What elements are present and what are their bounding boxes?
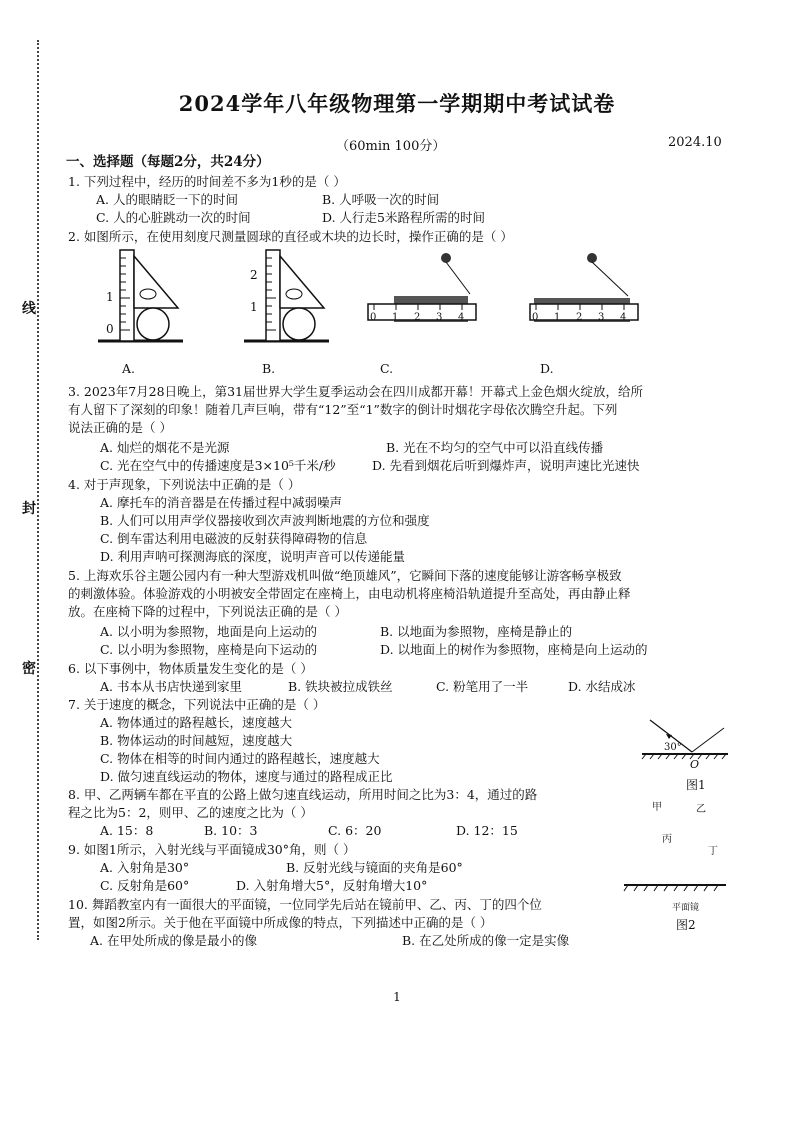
figure-2-caption: 图2 [676,918,696,932]
q8-stem-line2: 程之比为5：2，则甲、乙的速度之比为（ ） [68,805,313,820]
margin-char-xian: 线 [22,301,36,317]
q2-figure-d-num-1: 1 [554,312,561,323]
figure-2-position-jia: 甲 [652,802,662,813]
q6-option-c: C. 粉笔用了一半 [436,679,529,694]
q6-option-b: B. 铁块被拉成铁丝 [288,679,393,694]
q9-stem: 9. 如图1所示，入射光线与平面镜成30°角，则（ ） [68,842,356,857]
q3-stem-line3: 说法正确的是（ ） [68,420,172,435]
q4-option-c: C. 倒车雷达利用电磁波的反射获得障碍物的信息 [100,531,368,546]
q8-option-d: D. 12：15 [456,823,518,838]
page-number: 1 [393,990,401,1004]
q2-label-b: B. [262,361,276,376]
figure-2-position-bing: 丙 [662,834,672,845]
q5-stem-line2: 的刺激体验。体验游戏的小明被安全带固定在座椅上，由电动机将座椅沿轨道提升至高处，再由静止释 [68,586,631,601]
q10-option-a: A. 在甲处所成的像是最小的像 [90,933,257,948]
q6-option-a: A. 书本从书店快递到家里 [100,679,242,694]
figure-1-angle-label: 30° [664,742,682,753]
exam-duration-score: （60min 100分） [336,139,446,154]
q4-option-d: D. 利用声呐可探测海底的深度，说明声音可以传递能量 [100,549,406,564]
q9-option-d: D. 入射角增大5°，反射角增大10° [236,878,428,893]
q7-option-b: B. 物体运动的时间越短，速度越大 [100,733,293,748]
q1-option-d: D. 人行走5米路程所需的时间 [322,210,485,225]
q1-stem: 1. 下列过程中，经历的时间差不多为1秒的是（ ） [68,174,346,189]
q1-option-c: C. 人的心脏跳动一次的时间 [96,210,251,225]
q2-figure-c-num-0: 0 [370,312,377,323]
q6-option-d: D. 水结成冰 [568,679,636,694]
q2-figure-d-num-2: 2 [576,312,583,323]
q5-stem-line1: 5. 上海欢乐谷主题公园内有一种大型游戏机叫做“绝顶雄风”，它瞬间下落的速度能够让游客畅享极致 [68,568,622,583]
binding-dotted-line [37,40,39,940]
q7-option-a: A. 物体通过的路程越长，速度越大 [100,715,292,730]
q2-figure-d-num-3: 3 [598,312,605,323]
q7-option-c: C. 物体在相等的时间内通过的路程越长，速度越大 [100,751,380,766]
margin-char-feng: 封 [22,501,36,517]
q3-stem-line1: 3. 2023年7月28日晚上，第31届世界大学生夏季运动会在四川成都开幕！开幕式上金色烟火绽放，给所 [68,384,643,399]
figure-2-position-yi: 乙 [696,804,706,815]
q2-figure-c-num-3: 3 [436,312,443,323]
q2-figure-b-mark-2: 2 [250,268,258,282]
q10-option-b: B. 在乙处所成的像一定是实像 [402,933,570,948]
q10-stem-line2: 置，如图2所示。关于他在平面镜中所成像的特点，下列描述中正确的是（ ） [68,915,493,930]
q8-option-a: A. 15：8 [100,823,154,838]
page-title: 2024学年八年级物理第一学期期中考试试卷 [178,91,616,116]
figure-2-position-ding: 丁 [708,846,718,857]
q2-label-c: C. [380,361,394,376]
q2-figure-a-mark-1: 1 [106,290,114,304]
q7-stem: 7. 关于速度的概念，下列说法中正确的是（ ） [68,697,326,712]
q5-option-b: B. 以地面为参照物，座椅是静止的 [380,624,573,639]
q7-option-d: D. 做匀速直线运动的物体，速度与通过的路程成正比 [100,769,393,784]
q10-stem-line1: 10. 舞蹈教室内有一面很大的平面镜，一位同学先后站在镜前甲、乙、丙、丁的四个位 [68,897,542,912]
q2-figure-b [244,248,334,348]
q2-figure-c-num-4: 4 [458,312,465,323]
q2-figure-b-mark-1: 1 [250,300,258,314]
q2-label-d: D. [540,361,554,376]
q5-option-c: C. 以小明为参照物，座椅是向下运动的 [100,642,318,657]
q2-label-a: A. [122,361,136,376]
figure-1-point-o: O [690,758,700,771]
q3-option-c: C. 光在空气中的传播速度是3×10⁵千米/秒 [100,458,336,473]
q9-option-b: B. 反射光线与镜面的夹角是60° [286,860,463,875]
q6-stem: 6. 以下事例中，物体质量发生变化的是（ ） [68,661,313,676]
q8-stem-line1: 8. 甲、乙两辆车都在平直的公路上做匀速直线运动，所用时间之比为3：4，通过的路 [68,787,538,802]
q2-figure-d-num-4: 4 [620,312,627,323]
section-heading: 一、选择题（每题2分，共24分） [66,154,270,170]
q2-stem: 2. 如图所示，在使用刻度尺测量圆球的直径或木块的边长时，操作正确的是（ ） [68,229,513,244]
q1-option-b: B. 人呼吸一次的时间 [322,192,440,207]
q5-option-a: A. 以小明为参照物，地面是向上运动的 [100,624,317,639]
q5-stem-line3: 放。在座椅下降的过程中，下列说法正确的是（ ） [68,604,347,619]
figure-2-mirror [620,882,730,894]
q2-figure-a-mark-0: 0 [106,322,114,336]
q4-stem: 4. 对于声现象，下列说法中正确的是（ ） [68,477,301,492]
q8-option-b: B. 10：3 [204,823,258,838]
q3-option-b: B. 光在不均匀的空气中可以沿直线传播 [386,440,604,455]
q2-figure-d-num-0: 0 [532,312,539,323]
figure-1-mirror-diagram [640,718,730,758]
q9-option-a: A. 入射角是30° [100,860,190,875]
figure-2-mirror-label: 平面镜 [672,903,700,913]
q3-option-a: A. 灿烂的烟花不是光源 [100,440,230,455]
q8-option-c: C. 6：20 [328,823,382,838]
q5-option-d: D. 以地面上的树作为参照物，座椅是向上运动的 [380,642,648,657]
q2-figure-c-num-2: 2 [414,312,421,323]
q4-option-a: A. 摩托车的消音器是在传播过程中减弱噪声 [100,495,342,510]
figure-1-caption: 图1 [686,778,706,792]
margin-char-mi: 密 [22,661,36,677]
q3-stem-line2: 有人留下了深刻的印象！随着几声巨响，带有“12”至“1”数字的倒计时烟花字母依次腾空升起。下列 [68,402,618,417]
exam-date: 2024.10 [668,135,722,150]
q3-option-d: D. 先看到烟花后听到爆炸声，说明声速比光速快 [372,458,640,473]
q1-option-a: A. 人的眼睛眨一下的时间 [96,192,238,207]
q4-option-b: B. 人们可以用声学仪器接收到次声波判断地震的方位和强度 [100,513,430,528]
q9-option-c: C. 反射角是60° [100,878,190,893]
q2-figure-c-num-1: 1 [392,312,399,323]
